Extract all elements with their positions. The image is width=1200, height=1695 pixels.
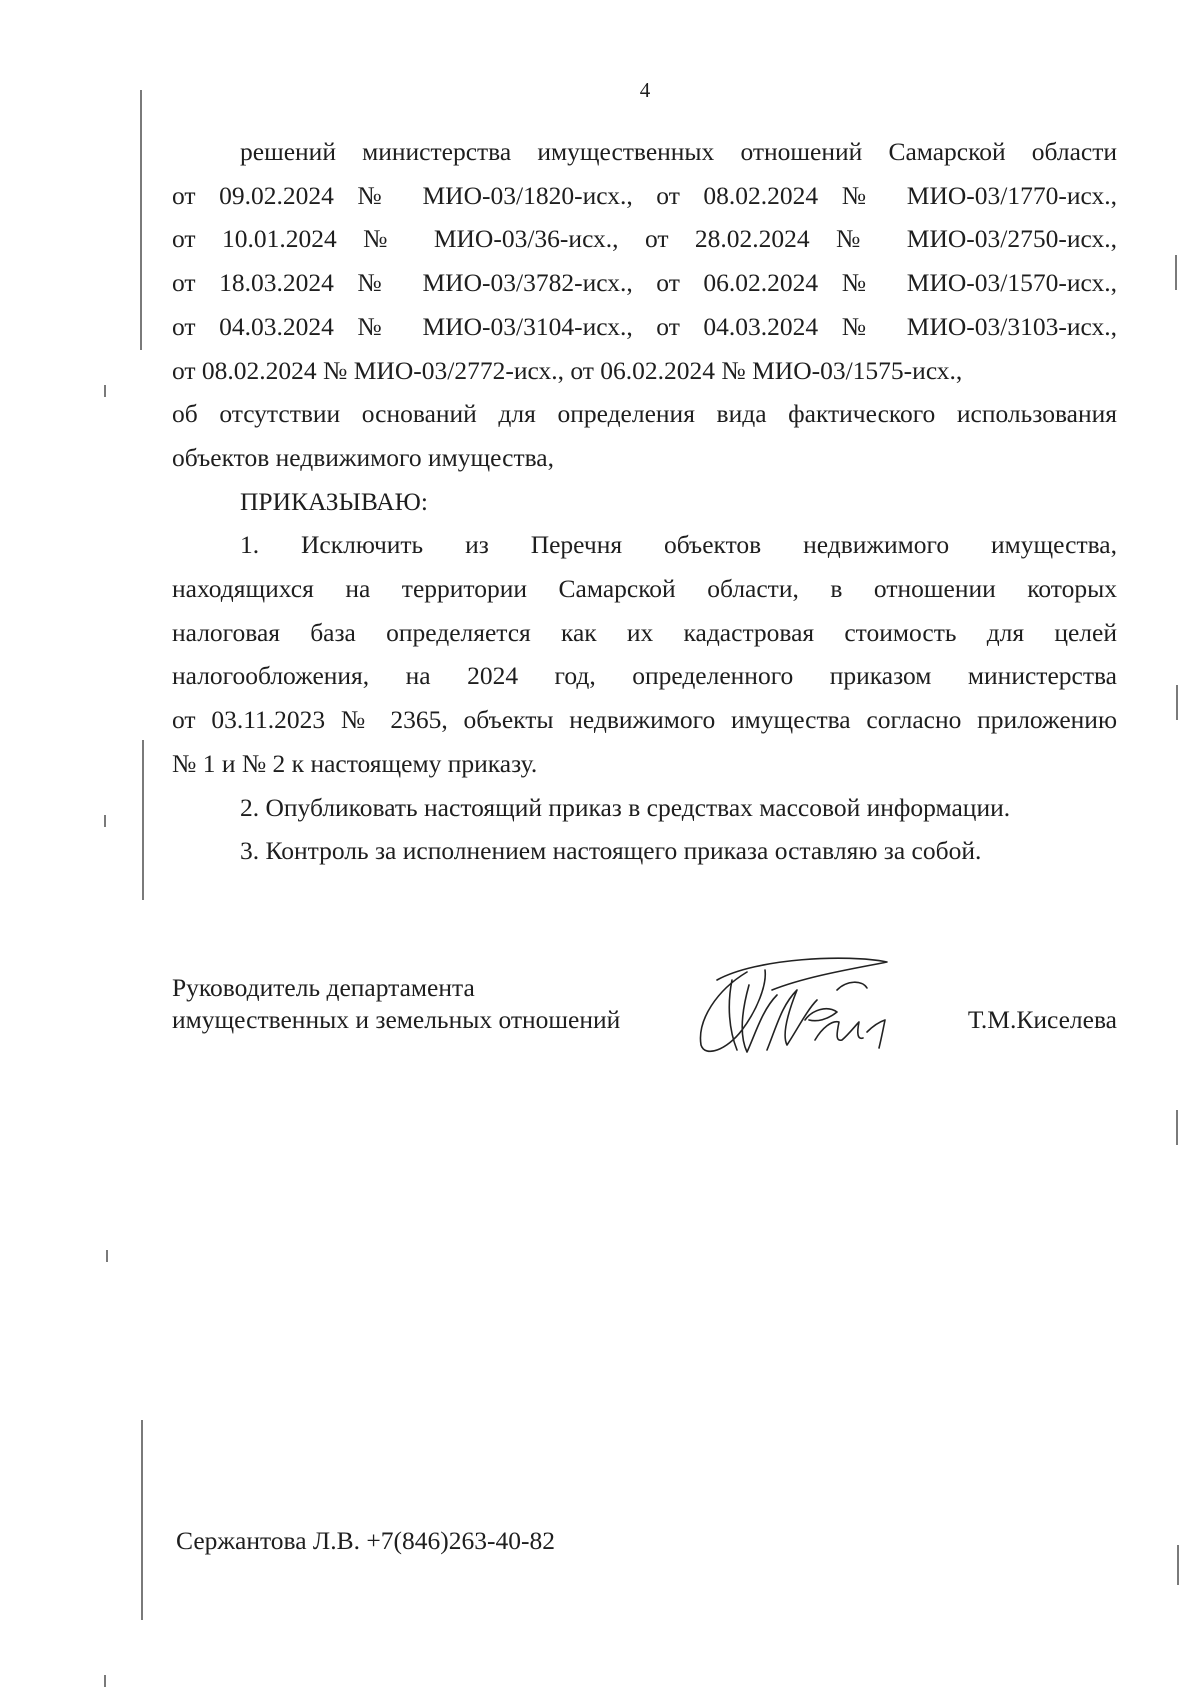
- document-body: [172, 130, 1117, 873]
- item-2: 2. Опубликовать настоящий приказ в средствах массовой информации.: [240, 792, 1011, 822]
- preamble-line: решений министерства имущественных отношений Самарской области: [240, 137, 1117, 166]
- scan-margin-line: [1176, 1110, 1178, 1145]
- signer-position-line-2: имущественных и земельных отношений: [172, 1005, 621, 1034]
- item-1-line: налоговая база определяется как их кадастровая стоимость для целей: [172, 617, 1117, 647]
- item-3: 3. Контроль за исполнением настоящего приказа оставляю за собой.: [240, 836, 982, 866]
- scan-margin-line: [1176, 685, 1178, 720]
- preamble-line: объектов недвижимого имущества,: [172, 442, 554, 472]
- scan-margin-line: [104, 815, 106, 827]
- scan-margin-line: [1177, 1545, 1179, 1585]
- executor-contact: Сержантова Л.В. +7(846)263-40-82: [176, 1526, 555, 1555]
- signature-block: [172, 972, 1117, 1082]
- preamble-line: от 09.02.2024 № МИО-03/1820-исх., от 08.02.2024 № МИО-03/1770-исх.,: [172, 180, 1117, 210]
- handwritten-signature: [687, 950, 902, 1062]
- item-1-line: № 1 и № 2 к настоящему приказу.: [172, 748, 538, 778]
- signer-position: [172, 972, 620, 1036]
- scan-margin-line: [104, 1675, 106, 1687]
- signer-position-line-1: Руководитель департамента: [172, 973, 475, 1002]
- item-1-line: 1. Исключить из Перечня объектов недвижимого имущества,: [240, 530, 1117, 560]
- scan-margin-line: [141, 1420, 143, 1620]
- scan-margin-line: [142, 740, 144, 900]
- item-1-line: от 03.11.2023 № 2365, объекты недвижимого имущества согласно приложению: [172, 705, 1117, 735]
- order-word: ПРИКАЗЫВАЮ:: [240, 486, 428, 516]
- item-1-line: находящихся на территории Самарской области, в отношении которых: [172, 574, 1117, 604]
- preamble-line: от 10.01.2024 № МИО-03/36-исх., от 28.02.2024 № МИО-03/2750-исх.,: [172, 224, 1117, 254]
- scan-margin-line: [140, 90, 142, 350]
- item-1-line: налогообложения, на 2024 год, определенного приказом министерства: [172, 661, 1117, 691]
- signer-name: Т.М.Киселева: [967, 1005, 1117, 1034]
- scan-margin-line: [1175, 255, 1177, 290]
- preamble-line: от 04.03.2024 № МИО-03/3104-исх., от 04.03.2024 № МИО-03/3103-исх.,: [172, 311, 1117, 341]
- preamble-line: от 08.02.2024 № МИО-03/2772-исх., от 06.02.2024 № МИО-03/1575-исх.,: [172, 355, 963, 385]
- scan-margin-line: [106, 1250, 108, 1262]
- preamble-line: от 18.03.2024 № МИО-03/3782-исх., от 06.02.2024 № МИО-03/1570-исх.,: [172, 268, 1117, 298]
- preamble-line: об отсутствии оснований для определения вида фактического использования: [172, 399, 1117, 429]
- page-number: 4: [639, 78, 651, 102]
- scan-margin-line: [104, 385, 106, 397]
